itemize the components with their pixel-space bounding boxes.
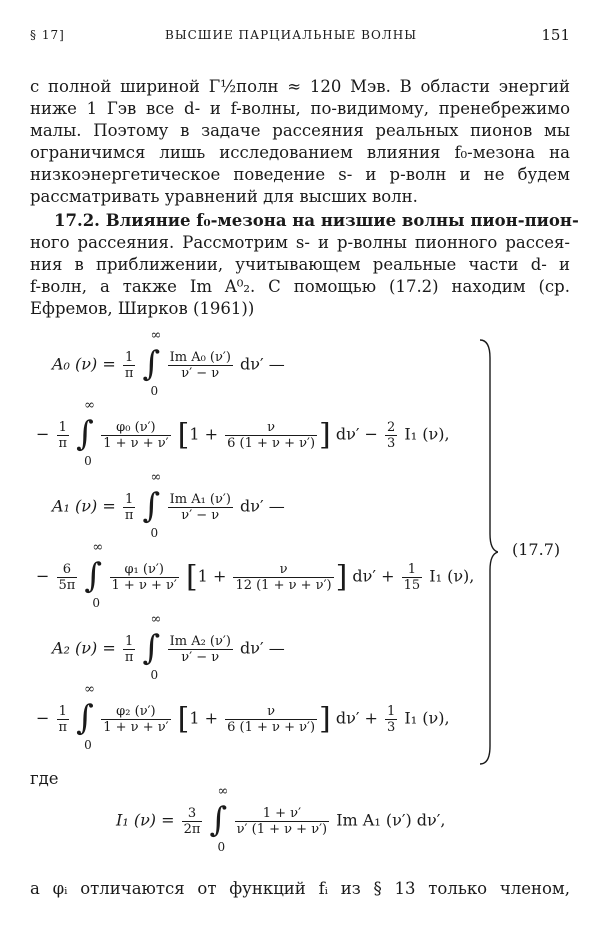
integral-sign-icon: ∫ ∞ 0 (142, 612, 162, 682)
equation-a2-continued: − $\frac{1}{\pi}$ ∫ ∞ 0 $\frac{\text{φ₂ (ν′)}}{1 + \nu + \nu'}$ [1 + $\frac{\nu}{6 (1 + \nu + \nu')}$ ] dν′ + $\frac{1}{3}$ I₁ (ν), (36, 682, 450, 752)
paragraph-intro (30, 76, 570, 208)
text-line: низкоэнергетическое поведение s- и p-волн и не будем (30, 165, 570, 184)
right-brace-icon (478, 338, 498, 766)
text-line: ния в приближении, учитывающем реальные части d- и (30, 255, 570, 274)
equation-a0: A₀ (ν) = $\frac{1}{\pi}$ ∫ ∞ 0 $\frac{\text{Im A₀ (ν′)}}{\nu' - \nu}$ dν′ — (52, 328, 285, 398)
page-header (30, 28, 570, 48)
text-line: малы. Поэтому в задаче рассеяния реальных пионов мы (30, 121, 570, 140)
paragraph-final (30, 878, 570, 900)
running-title: ВЫСШИЕ ПАРЦИАЛЬНЫЕ ВОЛНЫ (165, 28, 418, 42)
integral-sign-icon: ∫ ∞ 0 (142, 470, 162, 540)
text-line: ного рассеяния. Рассмотрим s- и p-волны пионного рассея- (30, 233, 570, 252)
integral-sign-icon: ∫ ∞ 0 (76, 398, 95, 468)
integral-sign-icon: ∫ ∞ 0 (76, 682, 95, 752)
text-line: Ефремов, Ширков (1961)) (30, 299, 255, 318)
word-gde: где (30, 769, 59, 788)
text-line: а φᵢ отличаются от функций fᵢ из § 13 только членом, (30, 879, 570, 898)
equation-a1: A₁ (ν) = $\frac{1}{\pi}$ ∫ ∞ 0 $\frac{\text{Im A₁ (ν′)}}{\nu' - \nu}$ dν′ — (52, 470, 285, 540)
text-line: ограничимся лишь исследованием влияния f₀-мезона на (30, 143, 570, 162)
text-line: с полной шириной Γ½полн ≈ 120 Мэв. В области энергий (30, 77, 570, 96)
equation-a0-continued: − $\frac{1}{\pi}$ ∫ ∞ 0 $\frac{\text{φ₀ (ν′)}}{1 + \nu + \nu'}$ [1 + $\frac{\nu}{6 (1 + \nu + \nu')}$ ] dν′ − $\frac{2}{3}$ I₁ (ν), (36, 398, 450, 468)
equation-i1: I₁ (ν) = $\frac{3}{2\pi}$ ∫ ∞ 0 $\frac{1 + \nu'}{\nu' (1 + \nu + \nu')}$ Im A₁ (ν′) dν′, (116, 784, 446, 854)
equation-a1-continued: − $\frac{6}{5\pi}$ ∫ ∞ 0 $\frac{\text{φ₁ (ν′)}}{1 + \nu + \nu'}$ [1 + $\frac{\nu}{12 (1 + \nu + \nu')}$ ] dν′ + $\frac{1}{15}$ I₁ (ν), (36, 540, 475, 610)
equation-a2: A₂ (ν) = $\frac{1}{\pi}$ ∫ ∞ 0 $\frac{\text{Im A₂ (ν′)}}{\nu' - \nu}$ dν′ — (52, 612, 285, 682)
section-heading-line: 17.2. Влияние f₀-мезона на низшие волны пион-пион- (54, 211, 579, 230)
text-line: ниже 1 Гэв все d- и f-волны, по-видимому, пренебрежимо (30, 99, 570, 118)
section-ref: § 17] (30, 28, 65, 42)
equation-number: (17.7) (512, 540, 561, 559)
text-line: f-волн, а также Im A⁰₂. С помощью (17.2) находим (ср. (30, 277, 570, 296)
text-line: рассматривать уравнений для высших волн. (30, 187, 418, 206)
page-number: 151 (541, 26, 570, 44)
integral-sign-icon: ∫ ∞ 0 (142, 328, 162, 398)
paragraph-section-17-2 (30, 210, 579, 320)
integral-sign-icon: ∫ ∞ 0 (84, 540, 104, 610)
integral-sign-icon: ∫ ∞ 0 (209, 784, 229, 854)
